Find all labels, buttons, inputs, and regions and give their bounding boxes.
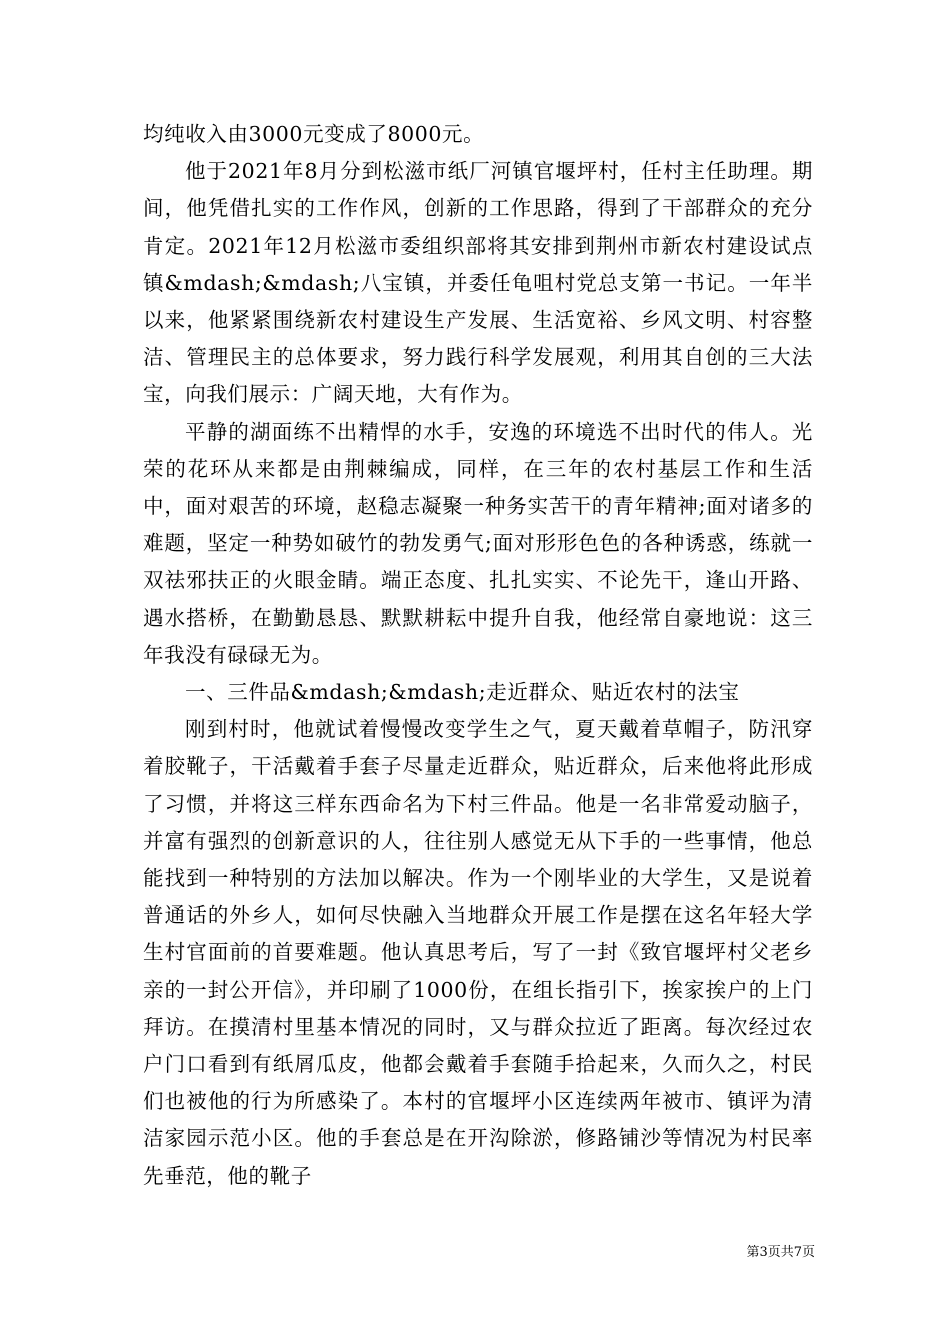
paragraph-5: 刚到村时，他就试着慢慢改变学生之气，夏天戴着草帽子，防汛穿着胶靴子，干活戴着手套子尽量走近群众，贴近群众，后来他将此形成了习惯，并将这三样东西命名为下村三件品。他是一名非常爱动脑子，并富有强烈的创新意识的人，往往别人感觉无从下手的一些事情，他总能找到一种特别的方法加以解决。作为一个刚毕业的大学生，又是说着普通话的外乡人，如何尽快融入当地群众开展工作是摆在这名年轻大学生村官面前的首要难题。他认真思考后，写了一封《致官堰坪村父老乡亲的一封公开信》，并印刷了1000份，在组长指引下，挨家挨户的上门拜访。在摸清村里基本情况的同时，又与群众拉近了距离。每次经过农户门口看到有纸屑瓜皮，他都会戴着手套随手拾起来，久而久之，村民们也被他的行为所感染了。本村的官堰坪小区连续两年被市、镇评为清洁家园示范小区。他的手套总是在开沟除淤，修路铺沙等情况为村民率先垂范，他的靴子 <box>143 717 813 1188</box>
page-number-footer: 第3页共7页 <box>746 1245 815 1260</box>
paragraph-2: 他于2021年8月分到松滋市纸厂河镇官堰坪村，任村主任助理。期间，他凭借扎实的工作作风，创新的工作思路，得到了干部群众的充分肯定。2021年12月松滋市委组织部将其安排到荆州市新农村建设试点镇&mdash;&mdash;八宝镇，并委任龟咀村党总支第一书记。一年半以来，他紧紧围绕新农村建设生产发展、生活宽裕、乡风文明、村容整洁、管理民主的总体要求，努力践行科学发展观，利用其自创的三大法宝，向我们展示：广阔天地，大有作为。 <box>143 159 813 407</box>
section-heading: 一、三件品&mdash;&mdash;走近群众、贴近农村的法宝 <box>185 680 740 705</box>
document-body <box>143 116 813 1195</box>
paragraph-1: 均纯收入由3000元变成了8000元。 <box>143 122 485 146</box>
paragraph-3: 平静的湖面练不出精悍的水手，安逸的环境选不出时代的伟人。光荣的花环从来都是由荆棘编成，同样，在三年的农村基层工作和生活中，面对艰苦的环境，赵稳志凝聚一种务实苦干的青年精神;面对诸多的难题，坚定一种势如破竹的勃发勇气;面对形形色色的各种诱惑，练就一双祛邪扶正的火眼金睛。端正态度、扎扎实实、不论先干，逢山开路、遇水搭桥，在勤勤恳恳、默默耕耘中提升自我，他经常自豪地说：这三年我没有碌碌无为。 <box>143 419 813 667</box>
